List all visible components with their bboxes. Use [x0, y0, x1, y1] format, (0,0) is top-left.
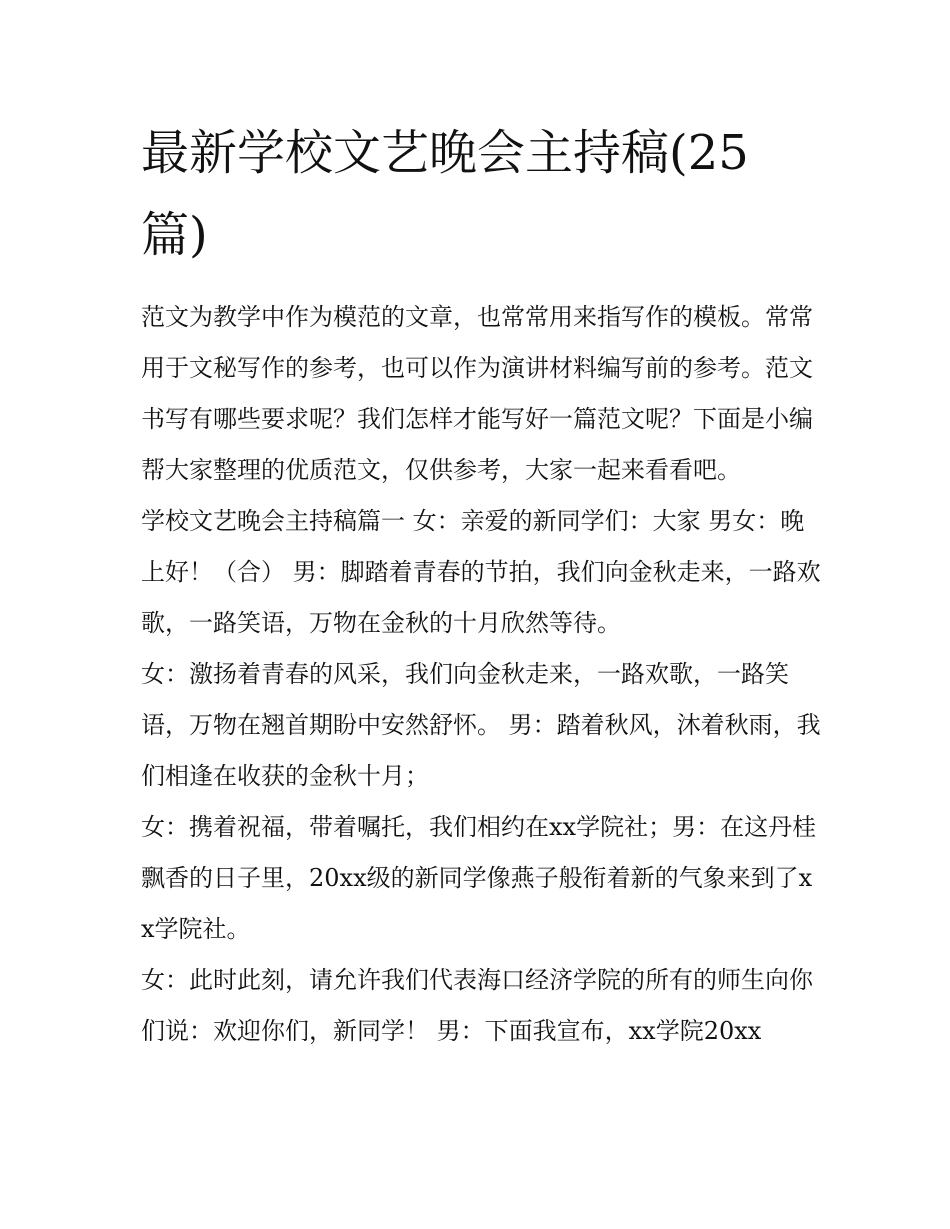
- document-body: [141, 292, 821, 1057]
- paragraph-opening: 学校文艺晚会主持稿篇一 女：亲爱的新同学们：大家 男女：晚上好！（合） 男：脚踏着青春的节拍，我们向金秋走来，一路欢歌，一路笑语，万物在金秋的十月欣然等待。: [141, 507, 821, 637]
- document-content: [141, 112, 821, 1057]
- document-title: 最新学校文艺晚会主持稿(25篇): [141, 125, 749, 263]
- paragraph-intro: 范文为教学中作为模范的文章，也常常用来指写作的模板。常常用于文秘写作的参考，也可以作为演讲材料编写前的参考。范文书写有哪些要求呢？我们怎样才能写好一篇范文呢？下面是小编帮大家整理的优质范文，仅供参考，大家一起来看看吧。: [141, 303, 813, 484]
- paragraph-female-3: 女：此时此刻，请允许我们代表海口经济学院的所有的师生向你们说：欢迎你们，新同学！ 男：下面我宣布，xx学院20xx: [141, 966, 813, 1045]
- paragraph-female-1: 女：激扬着青春的风采，我们向金秋走来，一路欢歌，一路笑语，万物在翘首期盼中安然舒怀。 男：踏着秋风，沐着秋雨，我们相逢在收获的金秋十月；: [141, 660, 821, 790]
- paragraph-female-2: 女：携着祝福，带着嘱托，我们相约在xx学院社；男：在这丹桂飘香的日子里，20xx级的新同学像燕子般衔着新的气象来到了xx学院社。: [141, 813, 817, 943]
